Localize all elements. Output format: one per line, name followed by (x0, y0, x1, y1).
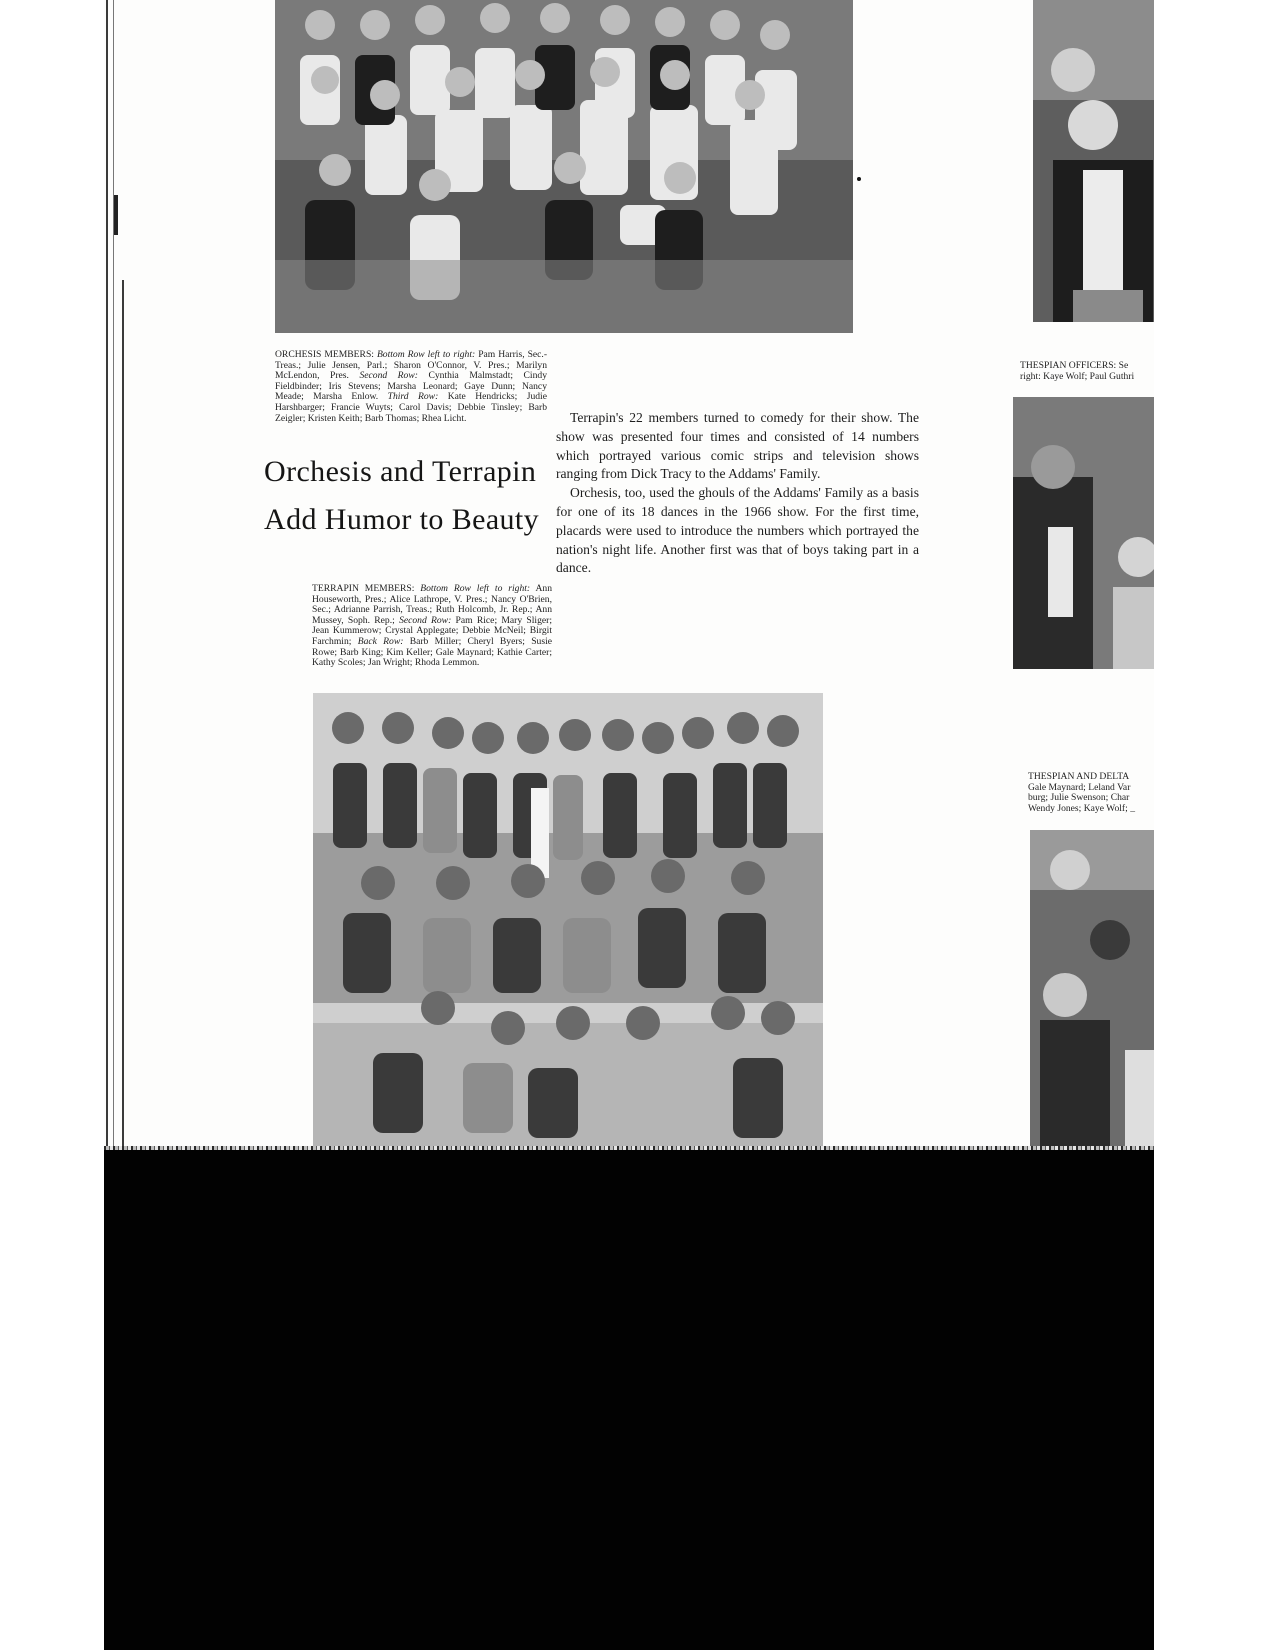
binding-edge-line (122, 280, 124, 1148)
thespian-delta-caption-line-4: Wendy Jones; Kaye Wolf; _ (1028, 802, 1135, 814)
scan-black-band (104, 1150, 1154, 1650)
speck (857, 177, 861, 181)
article-body (556, 409, 919, 578)
terrapin-caption-bottom-label: Bottom Row left to right: (420, 583, 531, 594)
terrapin-caption-second-label: Second Row: (399, 614, 452, 626)
terrapin-caption (312, 584, 552, 669)
thespian-delta-caption (1028, 772, 1154, 814)
terrapin-caption-lead: TERRAPIN MEMBERS: (312, 583, 415, 594)
terrapin-caption-bottom-names: Ann Houseworth, Pres.; Alice Lathrope, V. Pres.; Nancy O'Brien, Sec.; Adrianne Parrish, Treas.; Ruth Holcomb, Jr. Rep.; Ann Mussey, Soph. Rep.; (312, 583, 553, 626)
orchesis-caption (275, 350, 547, 424)
terrapin-caption-back-names: Barb Miller; Cheryl Byers; Susie Rowe; Barb King; Kim Keller; Gale Maynard; Kathie Carter; Kathy Scoles; Jan Wright; Rhoda Lemmon. (312, 635, 553, 669)
binding-edge-line (106, 0, 108, 1148)
thespian-officers-figures (1033, 0, 1154, 322)
article-paragraph-1: Terrapin's 22 members turned to comedy for their show. The show was presented four times and consisted of 14 numbers which portrayed various comic strips and television shows ranging from Dick Tracy to the Addams' Family. (556, 410, 919, 482)
terrapin-caption-second-names: Pam Rice; Mary Sliger; Jean Kummerow; Crystal Applegate; Debbie McNeil; Birgit Farchmin; (312, 614, 552, 647)
terrapin-caption-back-label: Back Row: (357, 635, 404, 647)
article-paragraph-2: Orchesis, too, used the ghouls of the Addams' Family as a basis for one of its 18 dances in the 1966 show. For the first time, placards were used to introduce the numbers which portrayed the nation's night life. Another first was that of boys taking part in a dance. (556, 485, 919, 576)
thespian-delta-photo (1030, 830, 1154, 1148)
thespian-officers-caption-line-2: right: Kaye Wolf; Paul Guthri (1020, 370, 1135, 382)
terrapin-photo-figures (313, 693, 823, 1148)
thespian-delta-caption-line-3: burg; Julie Swenson; Char (1028, 792, 1130, 804)
orchesis-caption-third-label: Third Row: (387, 391, 439, 403)
headline-line-1: Orchesis and Terrapin (264, 455, 537, 488)
thespian-officers-photo (1033, 0, 1154, 322)
binding-edge-line (113, 0, 114, 1148)
orchesis-caption-second-label: Second Row: (359, 370, 418, 382)
thespian-officers-caption-line-1: THESPIAN OFFICERS: Se (1020, 361, 1129, 371)
thespian-delta-figures (1030, 830, 1154, 1148)
page-headline (264, 448, 539, 544)
thespian-officers-caption (1020, 361, 1154, 382)
orchesis-caption-bottom-label: Bottom Row left to right: (376, 349, 476, 360)
thespian-delta-caption-line-1: THESPIAN AND DELTA (1028, 772, 1130, 782)
orchesis-group-photo (275, 0, 853, 333)
orchesis-caption-lead: ORCHESIS MEMBERS: (275, 349, 374, 360)
thespian-delta-caption-line-2: Gale Maynard; Leland Var (1028, 781, 1131, 793)
thespian-group-photo (1013, 397, 1154, 669)
headline-line-2: Add Humor to Beauty (264, 503, 540, 536)
thespian-group-figures (1013, 397, 1154, 669)
orchesis-caption-second-names: Cynthia Malmstadt; Cindy Fieldbinder; Iris Stevens; Marsha Leonard; Gaye Dunn; Nancy Meade; Marsha Enlow. (275, 370, 547, 403)
orchesis-photo-figures (275, 0, 853, 333)
binding-edge-line (114, 195, 118, 235)
orchesis-caption-bottom-names: Pam Harris, Sec.-Treas.; Julie Jensen, Parl.; Sharon O'Connor, V. Pres.; Marilyn McLendon, Pres. (275, 349, 548, 382)
terrapin-group-photo (313, 693, 823, 1148)
orchesis-caption-third-names: Kate Hendricks; Judie Harshbarger; Francie Wuyts; Carol Davis; Debbie Tinsley; Barb Zeigler; Kristen Keith; Barb Thomas; Rhea Licht. (275, 391, 547, 424)
